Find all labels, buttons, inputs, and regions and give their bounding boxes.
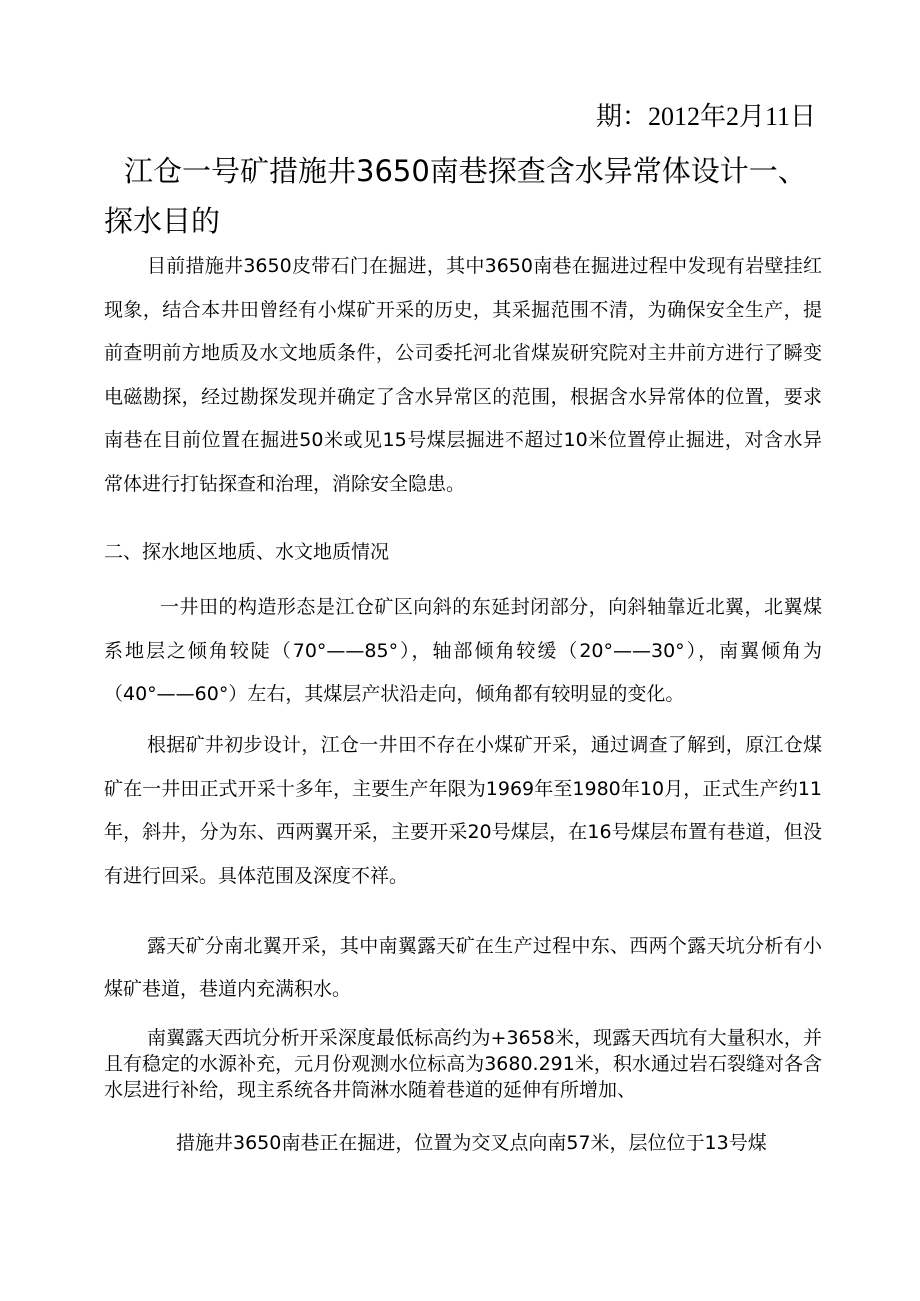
west-pit-paragraph: 南翼露天西坑分析开采深度最低标高约为+3658米，现露天西坑有大量积水，并且有稳定的水源补充，元月份观测水位标高为3680.291米，积水通过岩石裂缝对各含水层进行补给，现主系统各井筒淋水随着巷道的延伸有所增加、 xyxy=(104,1027,822,1101)
section-heading-geology: 二、探水地区地质、水文地质情况 xyxy=(104,541,390,563)
document-title: 江仓一号矿措施井3650南巷探查含水异常体设计一、探水目的 xyxy=(104,154,807,238)
open-pit-paragraph: 露天矿分南北翼开采，其中南翼露天矿在生产过程中东、西两个露天坑分析有小煤矿巷道，巷道内充满积水。 xyxy=(104,935,822,1000)
purpose-paragraph: 目前措施井3650皮带石门在掘进，其中3650南巷在掘进过程中发现有岩壁挂红现象，结合本井田曾经有小煤矿开采的历史，其采掘范围不清，为确保安全生产，提前查明前方地质及水文地质条件，公司委托河北省煤炭研究院对主井前方进行了瞬变电磁勘探，经过勘探发现并确定了含水异常区的范围，根据含水异常体的位置，要求南巷在目前位置在掘进50米或见15号煤层掘进不超过10米位置停止掘进，对含水异常体进行打钻探查和治理，消除安全隐患。 xyxy=(104,255,822,495)
history-paragraph: 根据矿井初步设计，江仓一井田不存在小煤矿开采，通过调查了解到，原江仓煤矿在一井田正式开采十多年，主要生产年限为1969年至1980年10月，正式生产约11年，斜井，分为东、西两翼开采，主要开采20号煤层，在16号煤层布置有巷道，但没有进行回采。具体范围及深度不祥。 xyxy=(104,734,822,887)
date-line: 期：2012年2月11日 xyxy=(595,102,816,131)
tunnel-paragraph: 措施井3650南巷正在掘进，位置为交叉点向南57米，层位位于13号煤 xyxy=(176,1132,767,1154)
geology-paragraph: 一井田的构造形态是江仓矿区向斜的东延封闭部分，向斜轴靠近北翼，北翼煤系地层之倾角较陡（70°——85°），轴部倾角较缓（20°——30°），南翼倾角为（40°——60°）左右，其煤层产状沿走向，倾角都有较明显的变化。 xyxy=(104,596,822,705)
